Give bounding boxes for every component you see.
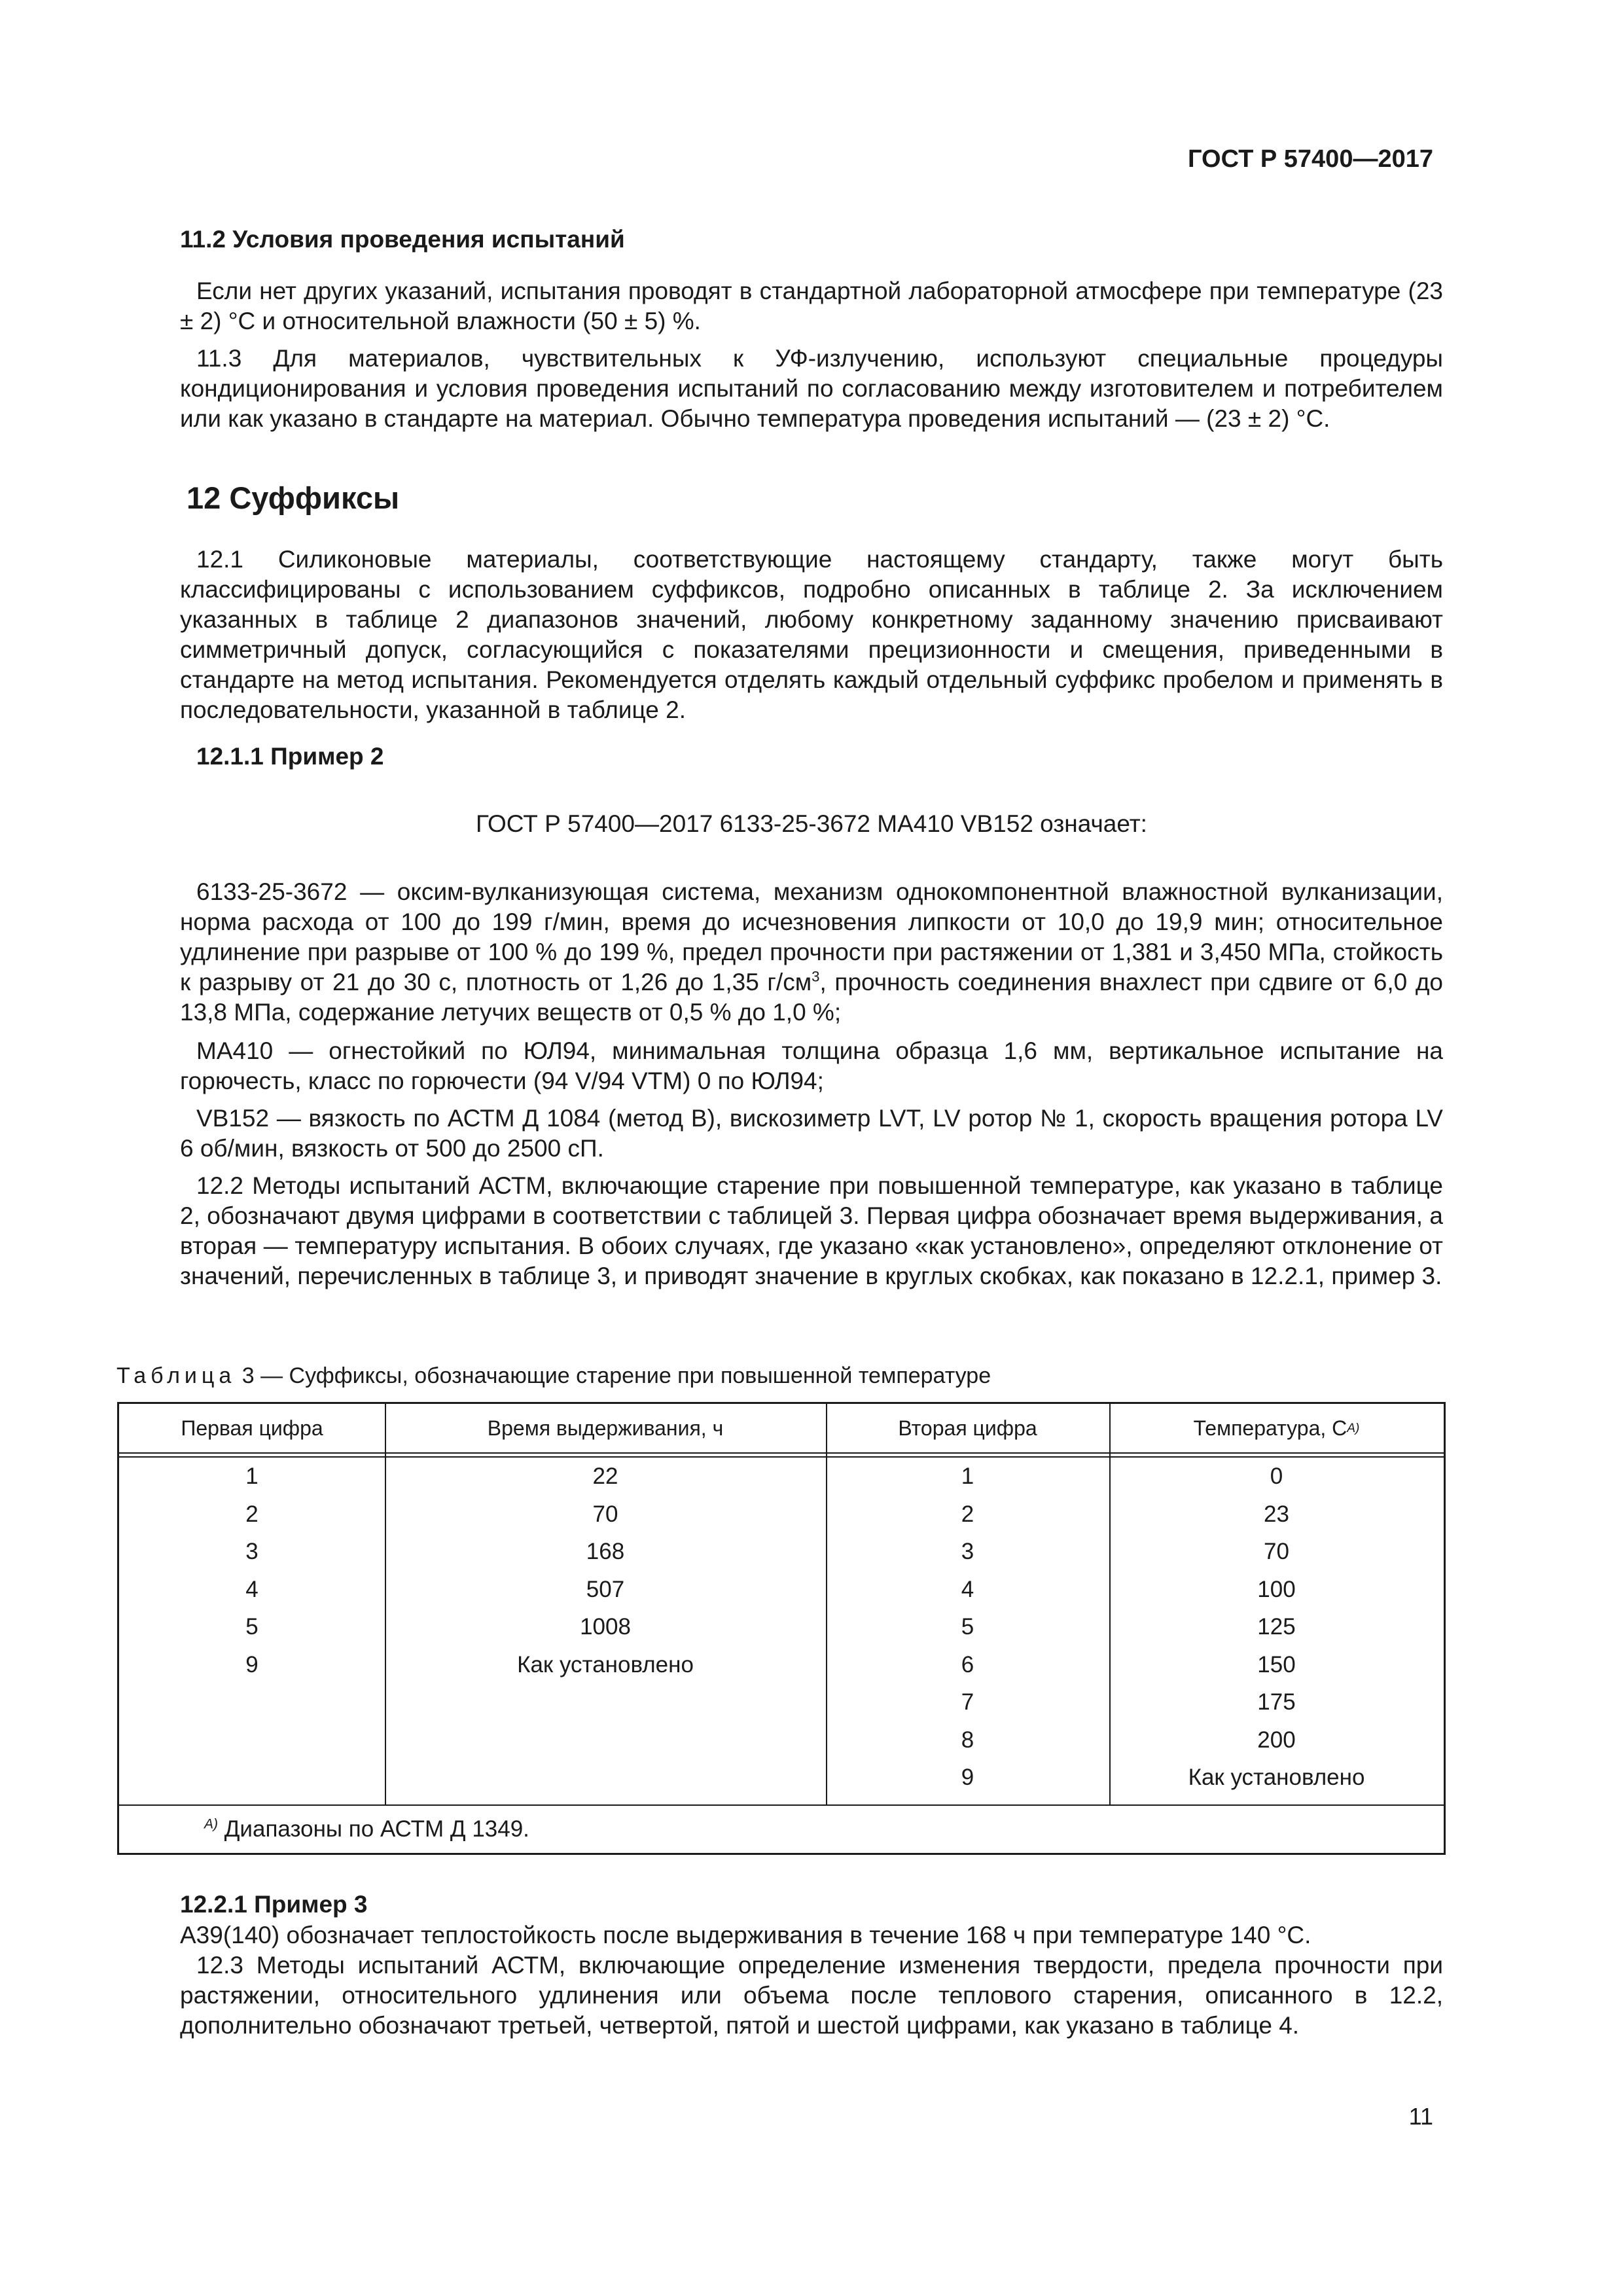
table-cell: 4 xyxy=(245,1576,259,1602)
column-second-digit xyxy=(826,1458,1109,1797)
table-cell: 5 xyxy=(961,1614,974,1640)
table-cell: 150 xyxy=(1257,1651,1296,1677)
footnote-text: Диапазоны по АСТМ Д 1349. xyxy=(218,1816,529,1842)
header-temperature: Температура, С А) xyxy=(1193,1416,1360,1440)
cubic-superscript: 3 xyxy=(812,968,820,985)
example-3-title: 12.2.1 Пример 3 xyxy=(180,1891,368,1918)
example-2-title: 12.1.1 Пример 2 xyxy=(196,743,384,770)
definition-vb152: VB152 — вязкость по АСТМ Д 1084 (метод В), вискозиметр LVT, LV ротор № 1, скорость вращения ротора LV 6 об/мин, вязкость от 500 до 2500 сП. xyxy=(180,1105,1443,1162)
table-cell: 3 xyxy=(961,1539,974,1564)
table-cell: 3 xyxy=(245,1539,259,1564)
header-temperature-label: Температура, С xyxy=(1193,1416,1347,1440)
table-cell: 168 xyxy=(586,1539,625,1564)
section-12-2-paragraph: 12.2 Методы испытаний АСТМ, включающие старение при повышенной температуре, как указано в таблице 2, обозначают двумя цифрами в соответствии с таблицей 3. Первая цифра обозначает время выдерживания, а вторая — температуру испытания. В обоих случаях, где указано «как установлено», определяют отклонение от значений, перечисленных в таблице 3, и приводят значение в круглых скобках, как показано в 12.2.1, пример 3. xyxy=(180,1172,1443,1289)
table-cell: 1008 xyxy=(580,1614,631,1640)
table-caption-text: 3 — Суффиксы, обозначающие старение при повышенной температуре xyxy=(236,1363,991,1388)
table-cell: 8 xyxy=(961,1727,974,1753)
section-12-title: 12 Суффиксы xyxy=(187,480,400,515)
table-cell: 7 xyxy=(961,1689,974,1715)
table-caption-word: Таблица xyxy=(116,1363,236,1388)
definition-ma410: МА410 — огнестойкий по ЮЛ94, минимальная толщина образца 1,6 мм, вертикальное испытание на горючесть, класс по горючести (94 V/94 VTM) 0 по ЮЛ94; xyxy=(180,1037,1443,1094)
header-first-digit: Первая цифра xyxy=(181,1416,323,1440)
table-cell: Как установлено xyxy=(517,1651,694,1677)
column-first-digit xyxy=(119,1458,385,1683)
table-footnote xyxy=(204,1816,529,1842)
table-cell: 70 xyxy=(592,1501,618,1527)
table-cell: 1 xyxy=(245,1463,259,1489)
table-cell: 507 xyxy=(586,1576,625,1602)
header-hold-time: Время выдерживания, ч xyxy=(487,1416,724,1440)
definition-6133-25-3672 xyxy=(180,877,1443,1028)
section-11-2-paragraph: Если нет других указаний, испытания проводят в стандартной лабораторной атмосфере при температуре (23 ± 2) °С и относительной влажности (50 ± 5) %. xyxy=(180,278,1443,334)
table-cell: 23 xyxy=(1264,1501,1289,1527)
table-cell: 100 xyxy=(1257,1576,1296,1602)
table-cell: 175 xyxy=(1257,1689,1296,1715)
column-temperature xyxy=(1109,1458,1444,1797)
section-12-1-paragraph: 12.1 Силиконовые материалы, соответствующие настоящему стандарту, также могут быть классифицированы с использованием суффиксов, подробно описанных в таблице 2. За исключением указанных в таблице 2 диапазонов значений, любому конкретному заданному значению присваивают симметричный допуск, согласующийся с показателями прецизионности и смещения, приведенными в стандарте на метод испытания. Рекомендуется отделять каждый отдельный суффикс пробелом и применять в последовательности, указанной в таблице 2. xyxy=(180,546,1443,723)
table-cell: 0 xyxy=(1270,1463,1283,1489)
table-cell: Как установлено xyxy=(1188,1765,1365,1790)
page-number: 11 xyxy=(1408,2103,1433,2130)
table-cell: 22 xyxy=(592,1463,618,1489)
section-11-3-paragraph: 11.3 Для материалов, чувствительных к УФ-излучению, используют специальные процедуры кондиционирования и условия проведения испытаний по согласованию между изготовителем и потребителем или как указано в стандарте на материал. Обычно температура проведения испытаний — (23 ± 2) °С. xyxy=(180,345,1443,432)
table-cell: 6 xyxy=(961,1651,974,1677)
table-cell: 1 xyxy=(961,1463,974,1489)
example-2-designation: ГОСТ Р 57400—2017 6133-25-3672 МА410 VB152 означает: xyxy=(476,810,1147,837)
footnote-rule xyxy=(119,1804,1444,1806)
column-hold-time xyxy=(385,1458,826,1683)
footnote-mark: А) xyxy=(204,1816,218,1832)
document-id-header: ГОСТ Р 57400—2017 xyxy=(1188,145,1433,173)
section-11-2-title: 11.2 Условия проведения испытаний xyxy=(180,226,625,253)
table-cell: 2 xyxy=(245,1501,259,1527)
table-cell: 4 xyxy=(961,1576,974,1602)
table-cell: 2 xyxy=(961,1501,974,1527)
table-cell: 70 xyxy=(1264,1539,1289,1564)
table-3-caption xyxy=(116,1363,991,1389)
table-cell: 5 xyxy=(245,1614,259,1640)
table-cell: 200 xyxy=(1257,1727,1296,1753)
table-3 xyxy=(117,1402,1446,1855)
example-3-text: А39(140) обозначает теплостойкость после выдерживания в течение 168 ч при температуре 140 °С. xyxy=(180,1922,1311,1948)
definition-6133-part-b: , прочность соединения внахлест при сдвиге от 6,0 до 13,8 МПа, содержание летучих веществ от 0,5 % до 1,0 %; xyxy=(180,969,1443,1026)
table-cell: 9 xyxy=(961,1765,974,1790)
header-second-digit: Вторая цифра xyxy=(898,1416,1037,1440)
section-12-3-paragraph: 12.3 Методы испытаний АСТМ, включающие определение изменения твердости, предела прочности при растяжении, относительного удлинения или объема после теплового старения, описанного в 12.2, дополнительно обозначают третьей, четвертой, пятой и шестой цифрами, как указано в таблице 4. xyxy=(180,1952,1443,2039)
table-cell: 125 xyxy=(1257,1614,1296,1640)
definition-6133-part-a: 6133-25-3672 — оксим-вулканизующая система, механизм однокомпонентной влажностной вулканизации, норма расхода от 100 до 199 г/мин, время до исчезновения липкости от 10,0 до 19,9 мин; относительное удлинение при разрыве от 100 % до 199 %, предел прочности при растяжении от 1,381 и 3,450 МПа, стойкость к разрыву от 21 до 30 с, плотность от 1,26 до 1,35 г/см xyxy=(180,878,1443,996)
table-cell: 9 xyxy=(245,1651,259,1677)
